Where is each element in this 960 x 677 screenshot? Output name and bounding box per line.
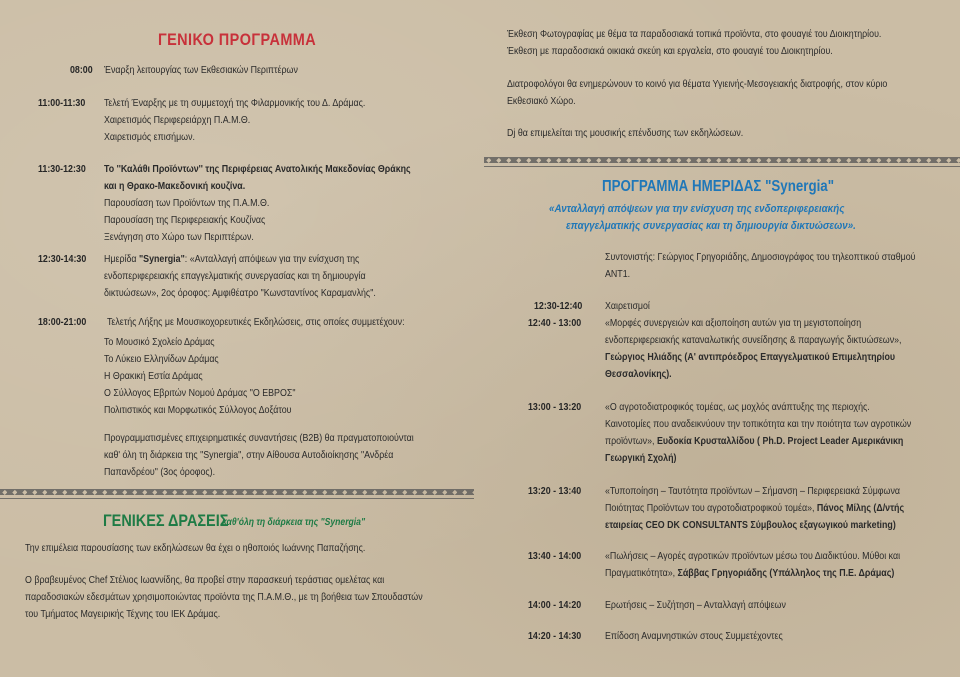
dj-note: Dj θα επιμελείται της μουσικής επένδυσης των εκδηλώσεων. bbox=[507, 128, 744, 139]
time-slot: 18:00-21:00 bbox=[38, 317, 87, 328]
schedule-text: ενδοπεριφερειακής καταναλωτικής συνείδησης & παραγωγής δικτυώσεων», bbox=[605, 335, 902, 346]
chef-note: του Τμήματος Μαγειρικής Τέχνης του ΙΕΚ Δράμας. bbox=[25, 609, 221, 620]
time-slot: 11:00-11:30 bbox=[38, 98, 86, 109]
b2b-note: Προγραμματισμένες επιχειρηματικές συναντήσεις (B2B) θα πραγματοποιούνται bbox=[104, 433, 414, 444]
schedule-text: Παρουσίαση των Προϊόντων της Π.Α.Μ.Θ. bbox=[104, 198, 270, 209]
time-slot: 14:20 - 14:30 bbox=[528, 631, 582, 642]
b2b-note: καθ' όλη τη διάρκεια της "Synergia", στην Αίθουσα Αυτοδιοίκησης "Ανδρέα bbox=[104, 450, 394, 461]
nutritionist-note: Εκθεσιακό Χώρο. bbox=[507, 96, 576, 107]
speaker-name: Θεσσαλονίκης). bbox=[605, 369, 672, 380]
time-slot: 13:40 - 14:00 bbox=[528, 551, 582, 562]
seminar-title: ΠΡΟΓΡΑΜΜΑ ΗΜΕΡΙΔΑΣ "Synergia" bbox=[602, 178, 835, 195]
time-slot: 13:20 - 13:40 bbox=[528, 486, 582, 497]
exhibition-note: Έκθεση με παραδοσιακά οικιακά σκεύη και εργαλεία, στο φουαγιέ του Διοικητηρίου. bbox=[507, 46, 833, 57]
pattern-divider bbox=[484, 157, 960, 167]
chef-note: παραδοσιακών εδεσμάτων χρησιμοποιώντας προϊόντα της Π.Α.Μ.Θ., με τη βοήθεια των Σπουδαστών bbox=[25, 592, 423, 603]
participant: Ο Σύλλογος Εβριτών Νομού Δράμας "Ο ΕΒΡΟΣ" bbox=[104, 388, 296, 399]
b2b-note: Παπανδρέου" (3ος όροφος). bbox=[104, 467, 216, 478]
time-slot: 11:30-12:30 bbox=[38, 164, 86, 175]
schedule-text: Χαιρετισμοί bbox=[605, 301, 650, 312]
schedule-text: Πραγματικότητα», Σάββας Γρηγοριάδης (Υπάλληλος της Π.Ε. Δράμας) bbox=[605, 568, 895, 579]
schedule-text: προϊόντων», Ευδοκία Κρυσταλλίδου ( Ph.D. Project Leader Αμερικάνικη bbox=[605, 436, 904, 447]
nutritionist-note: Διατροφολόγοι θα ενημερώνουν το κοινό για θέματα Υγιεινής-Μεσογειακής διατροφής, στον κύριο bbox=[507, 79, 888, 90]
presenter-note: Την επιμέλεια παρουσίασης των εκδηλώσεων θα έχει ο ηθοποιός Ιωάννης Παπαζήσης. bbox=[25, 543, 366, 554]
schedule-text: Τελετή Έναρξης με τη συμμετοχή της Φιλαρμονικής του Δ. Δράμας. bbox=[104, 98, 366, 109]
general-program-title: ΓΕΝΙΚΟ ΠΡΟΓΡΑΜΜΑ bbox=[158, 30, 317, 49]
schedule-text: Παρουσίαση της Περιφερειακής Κουζίνας bbox=[104, 215, 266, 226]
schedule-text: Ημερίδα "Synergia": «Ανταλλαγή απόψεων για την ενίσχυση της bbox=[104, 254, 360, 265]
exhibition-note: Έκθεση Φωτογραφίας με θέμα τα παραδοσιακά τοπικά προϊόντα, στο φουαγιέ του Διοικητηρίου. bbox=[507, 29, 882, 40]
schedule-text: Χαιρετισμός Περιφερειάρχη Π.Α.Μ.Θ. bbox=[104, 115, 251, 126]
coordinator: Συντονιστής: Γεώργιος Γρηγοριάδης, Δημοσιογράφος του τηλεοπτικού σταθμού bbox=[605, 252, 916, 263]
seminar-subtitle: «Ανταλλαγή απόψεων για την ενίσχυση της ενδοπεριφερειακής bbox=[549, 203, 845, 215]
schedule-heading: και η Θρακο-Μακεδονική κουζίνα. bbox=[104, 181, 246, 192]
chef-note: Ο βραβευμένος Chef Στέλιος Ιωαννίδης, θα προβεί στην παρασκευή τεράστιας ομελέτας και bbox=[25, 575, 385, 586]
seminar-subtitle: επαγγελματικής συνεργασίας και τη δημιουργία δικτυώσεων». bbox=[566, 220, 856, 232]
time-slot: 13:00 - 13:20 bbox=[528, 402, 582, 413]
schedule-text: «Μορφές συνεργειών και αξιοποίηση αυτών για τη μεγιστοποίηση bbox=[605, 318, 862, 329]
schedule-heading: Το ''Καλάθι Προϊόντων'' της Περιφέρειας Ανατολικής Μακεδονίας Θράκης bbox=[104, 164, 411, 175]
participant: Η Θρακική Εστία Δράμας bbox=[104, 371, 203, 382]
pattern-divider bbox=[0, 489, 474, 499]
general-actions-subtitle: καθ'όλη τη διάρκεια της "Synergia" bbox=[222, 517, 366, 528]
schedule-text: Καινοτομίες που αναδεικνύουν την τοπικότητα και την ποιότητα των αγροτικών bbox=[605, 419, 912, 430]
schedule-text: «Τυποποίηση – Ταυτότητα προϊόντων – Σήμανση – Περιφερειακά Σύμφωνα bbox=[605, 486, 901, 497]
schedule-text: Ποιότητας Προϊόντων του αγροτοδιατροφικού τομέα», Πάνος Μίλης (Δ/ντής bbox=[605, 503, 905, 514]
participant: Το Λύκειο Ελληνίδων Δράμας bbox=[104, 354, 219, 365]
schedule-text: Ξενάγηση στο Χώρο των Περιπτέρων. bbox=[104, 232, 254, 243]
time-slot: 14:00 - 14:20 bbox=[528, 600, 582, 611]
time-slot: 12:40 - 13:00 bbox=[528, 318, 582, 329]
schedule-text: Τελετής Λήξης με Μουσικοχορευτικές Εκδηλώσεις, στις οποίες συμμετέχουν: bbox=[107, 317, 405, 328]
speaker-name: Γεωργική Σχολή) bbox=[605, 453, 677, 464]
schedule-text: ενδοπεριφερειακής επαγγελματικής συνεργασίας και τη δημιουργία bbox=[104, 271, 366, 282]
schedule-text: Χαιρετισμός επισήμων. bbox=[104, 132, 195, 143]
schedule-text: «Ο αγροτοδιατροφικός τομέας, ως μοχλός ανάπτυξης της περιοχής. bbox=[605, 402, 870, 413]
participant: Πολιτιστικός και Μορφωτικός Σύλλογος Δοξάτου bbox=[104, 405, 292, 416]
coordinator: ΑΝΤ1. bbox=[605, 269, 631, 280]
schedule-text: Επίδοση Αναμνηστικών στους Συμμετέχοντες bbox=[605, 631, 783, 642]
general-actions-title: ΓΕΝΙΚΕΣ ΔΡΑΣΕΙΣ bbox=[103, 511, 229, 530]
time-slot: 08:00 bbox=[70, 65, 93, 76]
speaker-name: εταιρείας CEO DK CONSULTANTS Σύμβουλος εξαγωγικού marketing) bbox=[605, 520, 896, 531]
participant: Το Μουσικό Σχολείο Δράμας bbox=[104, 337, 215, 348]
schedule-text: «Πωλήσεις – Αγορές αγροτικών προϊόντων μέσω του Διαδικτύου. Μύθοι και bbox=[605, 551, 901, 562]
schedule-text: Έναρξη λειτουργίας των Εκθεσιακών Περιπτέρων bbox=[104, 65, 298, 76]
schedule-text: δικτυώσεων», 2ος όροφος: Αμφιθέατρο "Κωνσταντίνος Καραμανλής". bbox=[104, 288, 376, 299]
speaker-name: Γεώργιος Ηλιάδης (Α' αντιπρόεδρος Επαγγελματικού Επιμελητηρίου bbox=[605, 352, 896, 363]
time-slot: 12:30-12:40 bbox=[534, 301, 583, 312]
time-slot: 12:30-14:30 bbox=[38, 254, 87, 265]
schedule-text: Ερωτήσεις – Συζήτηση – Ανταλλαγή απόψεων bbox=[605, 600, 786, 611]
